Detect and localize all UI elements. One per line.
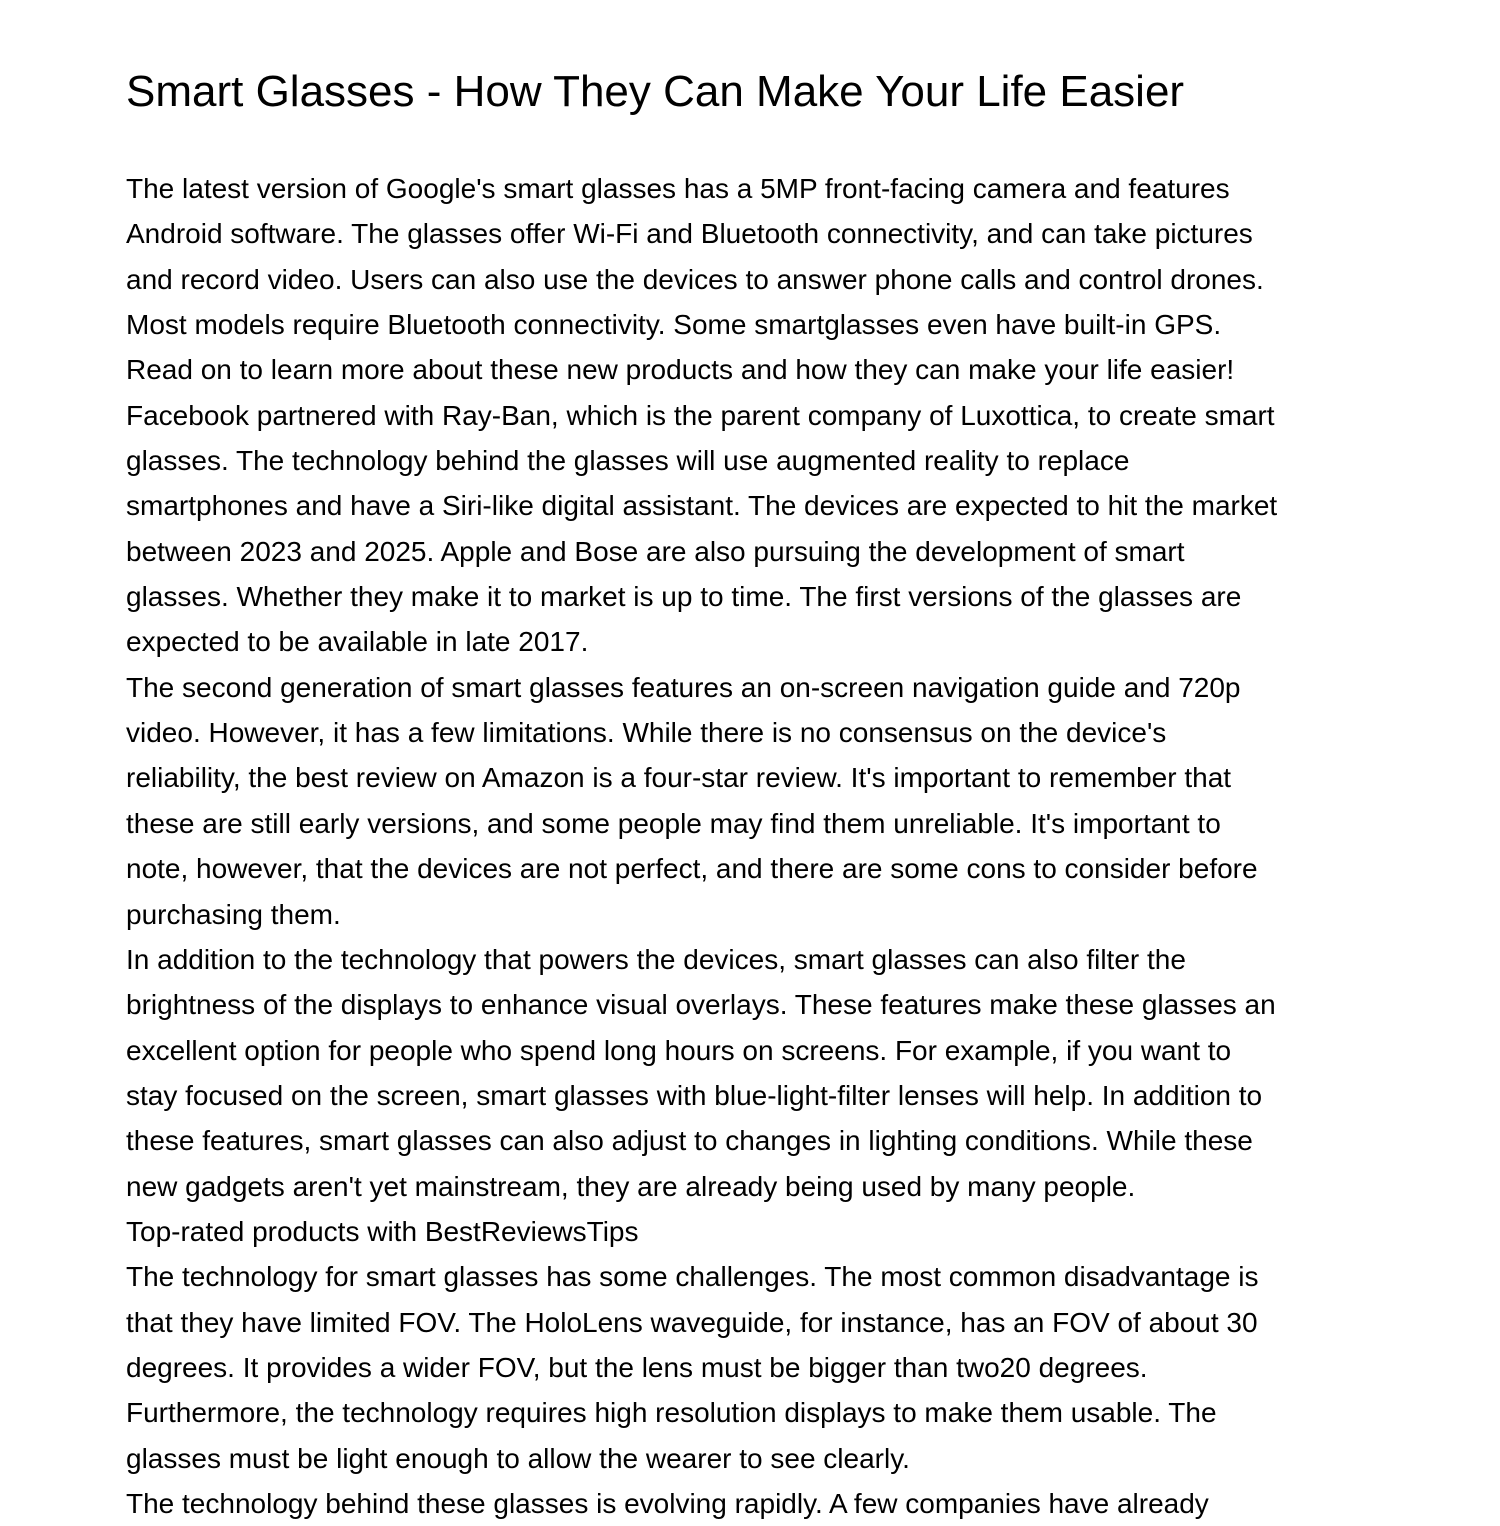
text-line: glasses. Whether they make it to market is up to time. The first versions of the glasses are — [126, 581, 1242, 613]
text-line: The second generation of smart glasses features an on-screen navigation guide and 720p — [126, 671, 1241, 703]
text-line: reliability, the best review on Amazon is a four-star review. It's important to remember that — [126, 762, 1232, 794]
text-line: Facebook partnered with Ray-Ban, which is the parent company of Luxottica, to create smart — [126, 399, 1275, 431]
text-line: Furthermore, the technology requires high resolution displays to make them usable. The — [126, 1397, 1217, 1429]
text-line: The technology for smart glasses has some challenges. The most common disadvantage is — [126, 1261, 1259, 1293]
text-line: stay focused on the screen, smart glasses with blue-light-filter lenses will help. In addition to — [126, 1079, 1263, 1111]
text-line: Android software. The glasses offer Wi-Fi and Bluetooth connectivity, and can take pictures — [126, 218, 1253, 250]
section-heading: Top-rated products with BestReviewsTips — [126, 1215, 639, 1247]
text-line: these features, smart glasses can also adjust to changes in lighting conditions. While these — [126, 1125, 1253, 1157]
text-line: video. However, it has a few limitations. While there is no consensus on the device's — [126, 717, 1167, 749]
text-line: purchasing them. — [126, 898, 341, 930]
text-line: and record video. Users can also use the devices to answer phone calls and control drones. — [126, 263, 1264, 295]
text-line: these are still early versions, and some people may find them unreliable. It's important to — [126, 807, 1221, 839]
text-line: that they have limited FOV. The HoloLens waveguide, for instance, has an FOV of about 30 — [126, 1306, 1258, 1338]
text-line: The technology behind these glasses is evolving rapidly. A few companies have already — [126, 1487, 1209, 1519]
text-line: degrees. It provides a wider FOV, but the lens must be bigger than two20 degrees. — [126, 1351, 1148, 1383]
article-body — [126, 166, 1386, 1526]
text-line: brightness of the displays to enhance visual overlays. These features make these glasses an — [126, 989, 1276, 1021]
page-title: Smart Glasses - How They Can Make Your Life Easier — [126, 67, 1185, 116]
text-line: Most models require Bluetooth connectivity. Some smartglasses even have built-in GPS. — [126, 309, 1222, 341]
text-line: expected to be available in late 2017. — [126, 626, 589, 658]
text-line: between 2023 and 2025. Apple and Bose are also pursuing the development of smart — [126, 535, 1185, 567]
text-line: note, however, that the devices are not perfect, and there are some cons to consider before — [126, 853, 1258, 885]
text-line: Read on to learn more about these new products and how they can make your life easier! — [126, 354, 1235, 386]
text-line: In addition to the technology that powers the devices, smart glasses can also filter the — [126, 943, 1186, 975]
text-line: glasses must be light enough to allow the wearer to see clearly. — [126, 1442, 910, 1474]
text-line: new gadgets aren't yet mainstream, they are already being used by many people. — [126, 1170, 1136, 1202]
text-line: excellent option for people who spend long hours on screens. For example, if you want to — [126, 1034, 1232, 1066]
text-line: glasses. The technology behind the glasses will use augmented reality to replace — [126, 445, 1130, 477]
text-line: smartphones and have a Siri-like digital assistant. The devices are expected to hit the market — [126, 490, 1278, 522]
text-line: The latest version of Google's smart glasses has a 5MP front-facing camera and features — [126, 173, 1230, 204]
